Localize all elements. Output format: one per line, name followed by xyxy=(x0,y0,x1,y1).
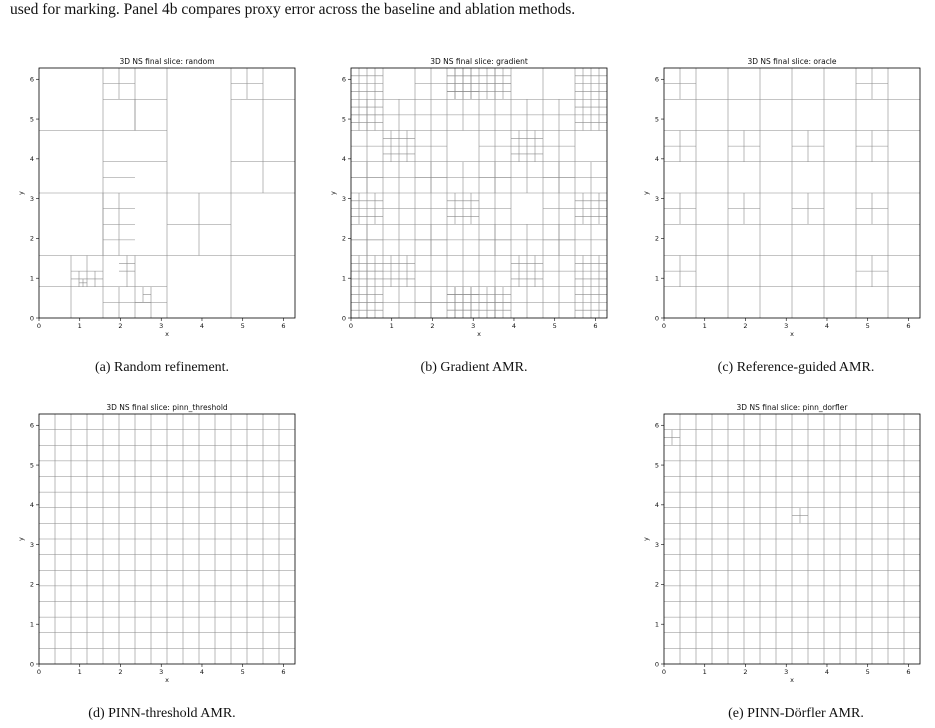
y-tick-label: 0 xyxy=(654,314,659,323)
x-tick-label: 3 xyxy=(471,322,476,330)
y-tick-label: 6 xyxy=(29,75,34,84)
x-tick-label: 0 xyxy=(36,668,42,676)
y-tick-label: 2 xyxy=(654,580,659,589)
y-tick-label: 5 xyxy=(654,115,659,124)
x-tick-label: 2 xyxy=(118,322,123,330)
y-axis-label: y xyxy=(642,191,650,195)
x-tick-label: 5 xyxy=(552,322,557,330)
y-tick-label: 5 xyxy=(654,461,659,470)
x-tick-label: 2 xyxy=(743,668,748,676)
plot-title: 3D NS final slice: random xyxy=(119,57,215,66)
y-tick-label: 6 xyxy=(654,421,659,430)
x-tick-label: 3 xyxy=(784,322,789,330)
plot-title: 3D NS final slice: pinn_threshold xyxy=(106,403,228,412)
x-tick-label: 1 xyxy=(77,668,82,676)
x-tick-label: 3 xyxy=(159,668,164,676)
caption-pinn-dorfler: (e) PINN-Dörfler AMR. xyxy=(728,706,864,721)
y-tick-label: 5 xyxy=(29,115,34,124)
y-tick-label: 0 xyxy=(29,314,34,323)
x-tick-label: 6 xyxy=(281,668,286,676)
x-axis-label: x xyxy=(477,330,481,338)
y-tick-label: 5 xyxy=(29,461,34,470)
x-tick-label: 2 xyxy=(430,322,435,330)
y-tick-label: 4 xyxy=(341,155,346,164)
y-tick-label: 2 xyxy=(654,234,659,243)
x-tick-label: 4 xyxy=(199,322,205,330)
mesh-plot-gradient xyxy=(327,52,609,342)
y-tick-label: 1 xyxy=(29,274,34,283)
x-tick-label: 5 xyxy=(240,322,245,330)
y-tick-label: 1 xyxy=(29,620,34,629)
x-tick-label: 0 xyxy=(661,668,667,676)
mesh-plot-random xyxy=(15,52,297,342)
x-tick-label: 3 xyxy=(784,668,789,676)
x-tick-label: 6 xyxy=(906,668,911,676)
y-tick-label: 3 xyxy=(654,194,659,203)
x-tick-label: 5 xyxy=(865,322,870,330)
y-tick-label: 1 xyxy=(654,620,659,629)
x-axis-label: x xyxy=(165,676,169,684)
caption-gradient: (b) Gradient AMR. xyxy=(420,360,528,375)
y-tick-label: 4 xyxy=(654,501,659,510)
intro-text: used for marking. Panel 4b compares proxy error across the baseline and ablation methods. xyxy=(10,1,576,18)
plot-title: 3D NS final slice: gradient xyxy=(430,57,528,66)
mesh-plot-oracle xyxy=(640,52,922,342)
y-axis-label: y xyxy=(17,537,25,541)
x-tick-label: 5 xyxy=(865,668,870,676)
mesh-oracle xyxy=(664,68,920,318)
x-tick-label: 6 xyxy=(281,322,286,330)
plot-title: 3D NS final slice: oracle xyxy=(747,57,837,66)
y-tick-label: 0 xyxy=(654,660,659,669)
caption-pinn-threshold: (d) PINN-threshold AMR. xyxy=(88,706,236,721)
mesh-plot-pinn-dorfler xyxy=(640,398,922,688)
y-tick-label: 5 xyxy=(341,115,346,124)
x-axis-label: x xyxy=(165,330,169,338)
x-tick-label: 4 xyxy=(511,322,517,330)
x-tick-label: 4 xyxy=(824,322,830,330)
x-tick-label: 4 xyxy=(199,668,205,676)
y-tick-label: 4 xyxy=(29,155,34,164)
y-tick-label: 3 xyxy=(29,540,34,549)
y-tick-label: 0 xyxy=(29,660,34,669)
mesh-pinn-threshold xyxy=(39,414,295,664)
mesh-random xyxy=(39,68,295,318)
y-tick-label: 6 xyxy=(654,75,659,84)
y-tick-label: 4 xyxy=(654,155,659,164)
x-axis-label: x xyxy=(790,676,794,684)
y-tick-label: 0 xyxy=(341,314,346,323)
x-tick-label: 0 xyxy=(348,322,354,330)
y-tick-label: 2 xyxy=(29,234,34,243)
y-tick-label: 3 xyxy=(341,194,346,203)
x-tick-label: 3 xyxy=(159,322,164,330)
x-tick-label: 4 xyxy=(824,668,830,676)
x-tick-label: 6 xyxy=(906,322,911,330)
y-tick-label: 4 xyxy=(29,501,34,510)
x-axis-label: x xyxy=(790,330,794,338)
y-tick-label: 6 xyxy=(341,75,346,84)
y-tick-label: 1 xyxy=(654,274,659,283)
caption-random: (a) Random refinement. xyxy=(94,360,230,375)
caption-oracle: (c) Reference-guided AMR. xyxy=(717,360,875,375)
y-tick-label: 2 xyxy=(341,234,346,243)
y-axis-label: y xyxy=(329,191,337,195)
x-tick-label: 5 xyxy=(240,668,245,676)
y-tick-label: 6 xyxy=(29,421,34,430)
y-tick-label: 1 xyxy=(341,274,346,283)
x-tick-label: 2 xyxy=(743,322,748,330)
x-tick-label: 1 xyxy=(702,322,707,330)
y-axis-label: y xyxy=(17,191,25,195)
x-tick-label: 1 xyxy=(77,322,82,330)
y-tick-label: 3 xyxy=(29,194,34,203)
mesh-gradient xyxy=(351,68,607,318)
mesh-plot-pinn-threshold xyxy=(15,398,297,688)
mesh-pinn-dorfler xyxy=(664,414,920,664)
y-tick-label: 3 xyxy=(654,540,659,549)
x-tick-label: 2 xyxy=(118,668,123,676)
x-tick-label: 1 xyxy=(702,668,707,676)
x-tick-label: 1 xyxy=(389,322,394,330)
x-tick-label: 0 xyxy=(36,322,42,330)
y-tick-label: 2 xyxy=(29,580,34,589)
x-tick-label: 0 xyxy=(661,322,667,330)
x-tick-label: 6 xyxy=(593,322,598,330)
y-axis-label: y xyxy=(642,537,650,541)
plot-title: 3D NS final slice: pinn_dorfler xyxy=(736,403,848,412)
